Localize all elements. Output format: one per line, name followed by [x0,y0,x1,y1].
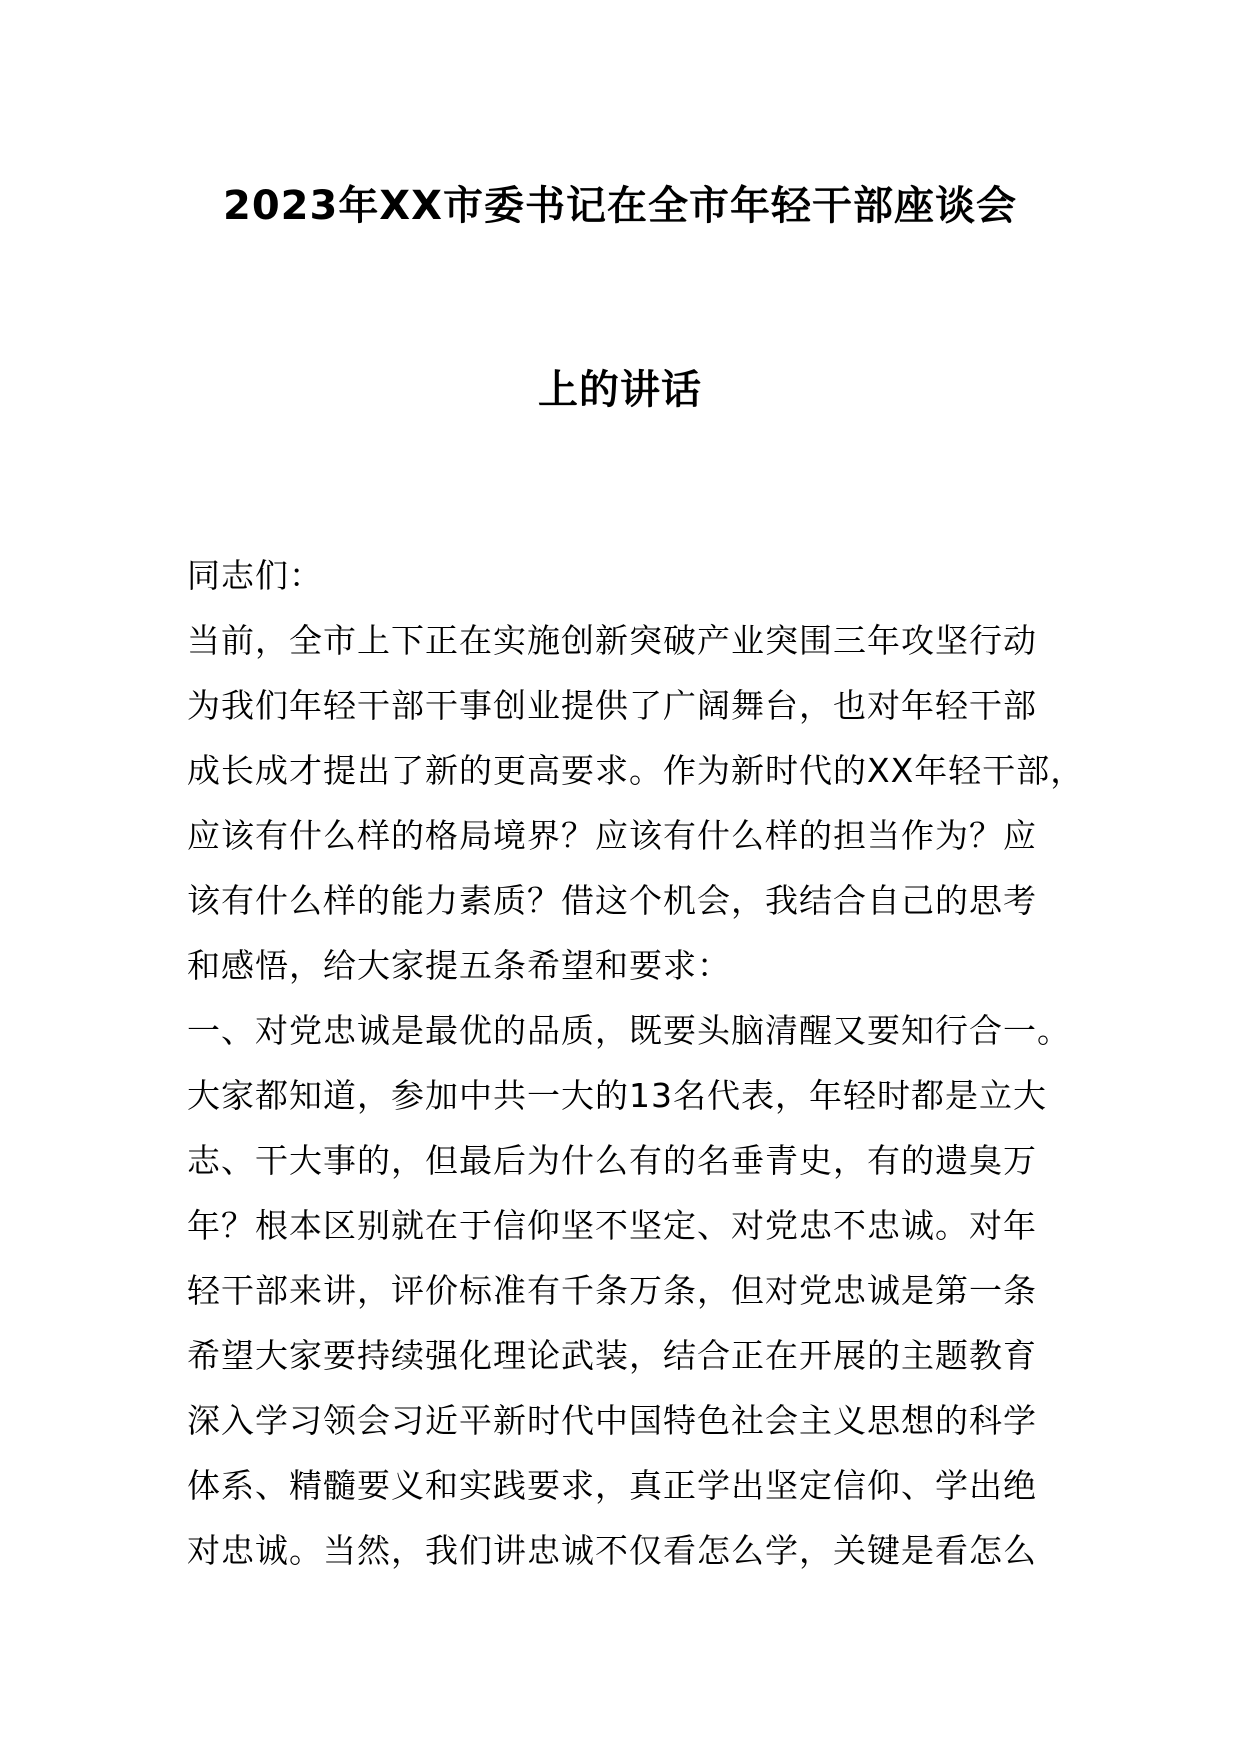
body-line: 轻干部来讲，评价标准有千条万条，但对党忠诚是第一条 [187,1271,1037,1310]
body-line: 深入学习领会习近平新时代中国特色社会主义思想的科学 [187,1401,1037,1440]
document-title-line-2: 上的讲话 [538,367,702,413]
salutation: 同志们： [187,556,323,595]
body-line: 希望大家要持续强化理论武装，结合正在开展的主题教育 [187,1336,1037,1375]
body-line: 大家都知道，参加中共一大的13名代表，年轻时都是立大 [187,1076,1047,1115]
body-line: 体系、精髓要义和实践要求，真正学出坚定信仰、学出绝 [187,1466,1037,1505]
body-line: 年？根本区别就在于信仰坚不坚定、对党忠不忠诚。对年 [187,1206,1037,1245]
section-heading: 一、对党忠诚是最优的品质，既要头脑清醒又要知行合一。 [187,1011,1071,1050]
body-line: 为我们年轻干部干事创业提供了广阔舞台，也对年轻干部 [187,686,1037,725]
body-line: 应该有什么样的格局境界？应该有什么样的担当作为？应 [187,816,1037,855]
body-line: 志、干大事的，但最后为什么有的名垂青史，有的遗臭万 [187,1141,1037,1180]
body-line: 该有什么样的能力素质？借这个机会，我结合自己的思考 [187,881,1037,920]
body-line: 对忠诚。当然，我们讲忠诚不仅看怎么学，关键是看怎么 [187,1531,1037,1570]
document-title-line-1: 2023年XX市委书记在全市年轻干部座谈会 [222,183,1017,229]
body-line: 和感悟，给大家提五条希望和要求： [187,946,731,985]
body-line: 当前，全市上下正在实施创新突破产业突围三年攻坚行动 [187,621,1037,660]
body-line: 成长成才提出了新的更高要求。作为新时代的XX年轻干部， [187,751,1085,790]
document-body [187,543,1087,1583]
